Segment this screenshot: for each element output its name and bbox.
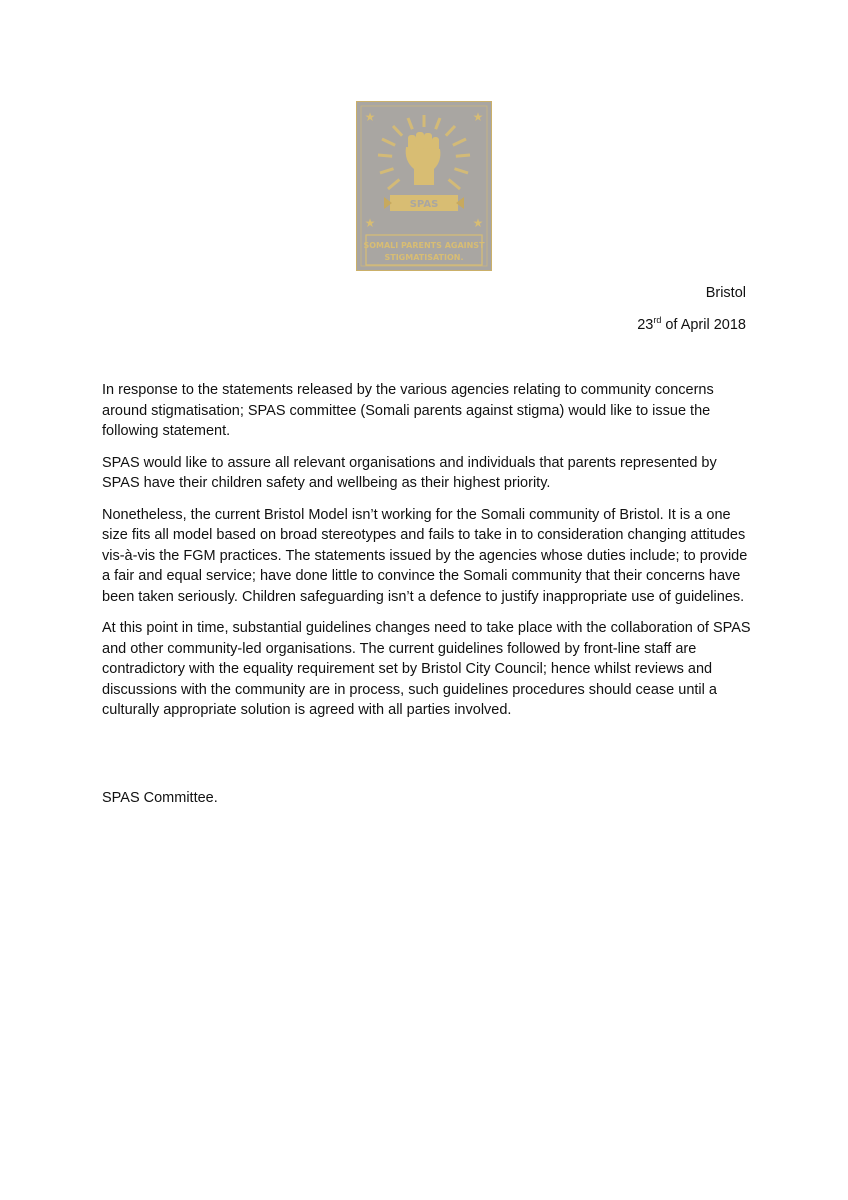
paragraph-1: In response to the statements released by the various agencies relating to community concerns around stigmatisation; SPAS committee (Somali parents against stigma) would like to issue the following statement. [102, 382, 714, 439]
date-day: 23 [637, 317, 654, 333]
letter-date [637, 317, 746, 333]
logo-tagline-line1: SOMALI PARENTS AGAINST [363, 241, 485, 250]
letter-place: Bristol [705, 285, 746, 301]
logo-name: SPAS [409, 199, 439, 210]
statement-body [102, 380, 752, 732]
signoff: SPAS Committee. [102, 790, 218, 806]
svg-text:★: ★ [364, 216, 376, 230]
paragraph-2: SPAS would like to assure all relevant organisations and individuals that parents represented by SPAS have their children safety and wellbeing as their highest priority. [102, 454, 717, 491]
paragraph-3: Nonetheless, the current Bristol Model isn’t working for the Somali community of Bristol. It is a one size fits all model based on broad stereotypes and fails to take in to consideration changing attitudes vis-à-vis the FGM practices. The statements issued by the agencies whose duties include; to provide a fair and equal service; have done little to convince the Somali community that their concerns have been taken seriously. Children safeguarding isn’t a defence to justify inappropriate use of guidelines. [102, 506, 748, 605]
svg-text:★: ★ [472, 110, 484, 124]
svg-text:★: ★ [364, 110, 376, 124]
date-suffix: rd [653, 315, 662, 326]
svg-text:★: ★ [472, 216, 484, 230]
spas-logo [356, 101, 492, 271]
logo-tagline-line2: STIGMATISATION. [384, 253, 464, 262]
paragraph-4: At this point in time, substantial guidelines changes need to take place with the collaboration of SPAS and other community-led organisations. The current guidelines followed by front-line staff are contradictory with the equality requirement set by Bristol City Council; hence whilst reviews and discussions with the community are in process, such guidelines procedures should cease until a culturally appropriate solution is agreed with all parties involved. [102, 620, 751, 718]
date-rest: of April 2018 [661, 317, 746, 333]
